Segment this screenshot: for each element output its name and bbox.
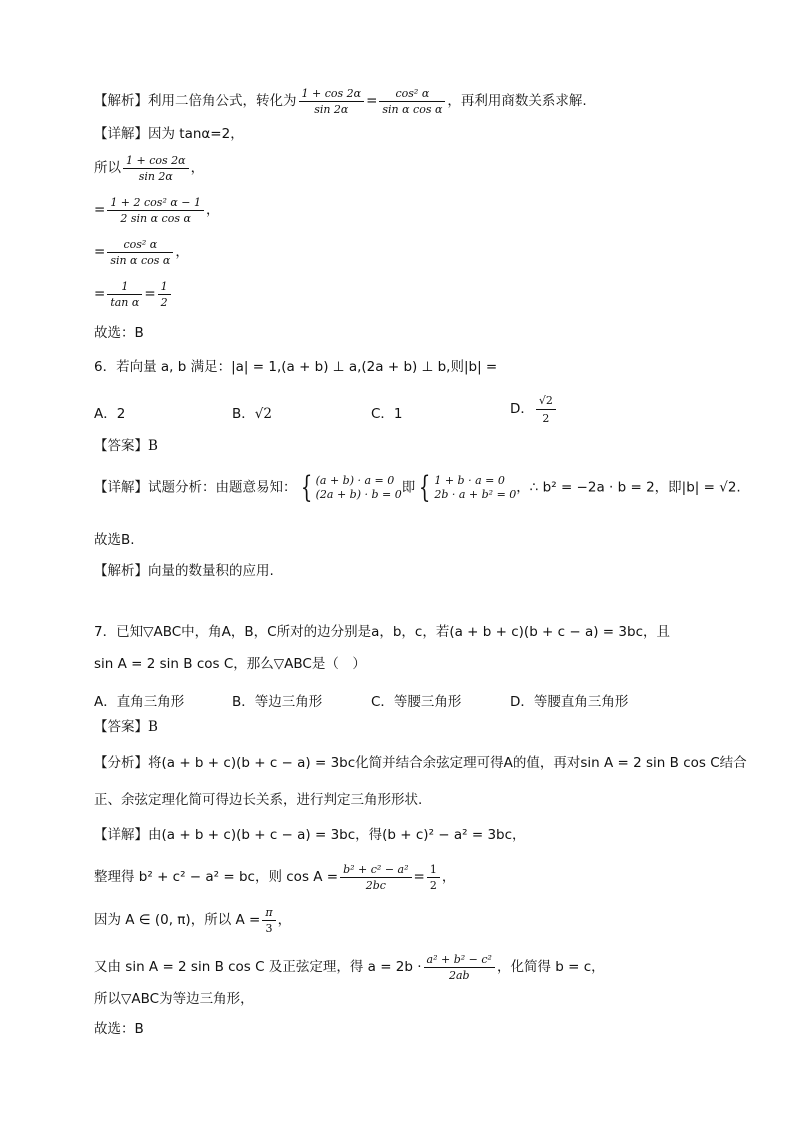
equals-sign: = [144, 286, 156, 302]
option-a [94, 690, 184, 710]
option-label: B． [232, 406, 255, 422]
analysis-line [94, 565, 274, 579]
detail-line [94, 829, 526, 843]
detail-text: 又由 sin A = 2 sin B cos C 及正弦定理，得 a = 2b · [94, 959, 422, 975]
equation-system [316, 474, 402, 502]
math-line [94, 907, 291, 934]
equals-sign: = [94, 202, 106, 218]
question-text: sin A = 2 sin B cos C，那么▽ABC是（ ） [94, 656, 366, 672]
analysis-text: 利用二倍角公式，转化为 [148, 93, 297, 109]
fraction-denominator: 2 [429, 879, 437, 892]
fraction-numerator: b² + c² − a² [340, 864, 411, 878]
option-b [232, 402, 272, 422]
conclusion-text: 所以▽ABC为等边三角形， [94, 991, 254, 1007]
analysis-text: 向量的数量积的应用. [148, 563, 274, 579]
fraction-numerator: √2 [536, 394, 556, 410]
equation-line: 2b · a + b² = 0 [434, 488, 517, 501]
fraction-numerator: cos² α [379, 88, 445, 102]
detail-text: 试题分析：由题意易知： [148, 479, 297, 496]
so-text: 所以 [94, 160, 121, 176]
fraction-numerator: cos² α [107, 239, 173, 253]
choice-text: 故选B. [94, 532, 135, 548]
detail-text: 因为 tanα=2， [148, 126, 244, 142]
fenxi-text: 正、余弦定理化简可得边长关系，进行判定三角形形状. [94, 792, 423, 808]
fraction [340, 864, 411, 891]
detail-line [94, 128, 244, 142]
question-stem [94, 626, 670, 640]
fraction [427, 864, 440, 891]
math-line [94, 155, 204, 182]
fraction [379, 88, 445, 115]
fraction [424, 954, 495, 981]
fraction [158, 281, 171, 308]
equals-sign: = [366, 93, 378, 109]
answer-line [94, 721, 158, 735]
fraction-numerator: 1 [107, 281, 142, 295]
fraction-numerator: 1 + 2 cos² α − 1 [107, 197, 204, 211]
detail-tag: 【详解】 [94, 479, 148, 496]
fraction-numerator: 1 [158, 281, 171, 295]
question-stem-continued [94, 658, 366, 672]
option-text: D．等腰直角三角形 [510, 694, 629, 710]
fenxi-text: 将(a + b + c)(b + c − a) = 3bc化简并结合余弦定理可得A的值，再对sin A = 2 sin B cos C结合 [148, 755, 747, 771]
option-value: √2 [254, 406, 272, 422]
analysis-tag: 【解析】 [94, 93, 148, 109]
choice-line [94, 1023, 144, 1037]
detail-text: 因为 A ∈ (0, π)，所以 A = [94, 912, 261, 928]
fraction [123, 155, 189, 182]
equation-line: (2a + b) · b = 0 [315, 488, 402, 501]
fraction-denominator: sin 2α [138, 170, 173, 183]
question-text: 6．若向量 a, b 满足：|a| = 1,(a + b) ⊥ a,(2a + b) ⊥ b,则|b| = [94, 359, 498, 375]
fraction-denominator: 3 [265, 922, 273, 935]
comma: ， [175, 244, 189, 260]
answer-tag: 【答案】 [94, 719, 148, 735]
detail-line [94, 470, 741, 505]
fraction-denominator: sin 2α [314, 103, 349, 116]
fraction-denominator: 2bc [365, 879, 386, 892]
equation-line: 1 + b · a = 0 [434, 474, 505, 487]
analysis-tag: 【解析】 [94, 563, 148, 579]
fraction-denominator: 2ab [448, 969, 470, 982]
choice-line [94, 534, 135, 548]
option-a [94, 402, 125, 422]
fraction-numerator: 1 [427, 864, 440, 878]
answer-line [94, 440, 158, 454]
option-text: C．等腰三角形 [371, 694, 462, 710]
question-text: 7．已知▽ABC中，角A，B，C所对的边分别是a，b，c，若(a + b + c)(b + c − a) = 3bc，且 [94, 624, 670, 640]
fraction-numerator: π [262, 907, 275, 921]
detail-text: 由(a + b + c)(b + c − a) = 3bc，得(b + c)² − a² = 3bc， [148, 827, 526, 843]
fenxi-tag: 【分析】 [94, 755, 148, 771]
fraction [262, 907, 275, 934]
option-text: A．2 [94, 406, 126, 422]
fraction-denominator: 2 [160, 296, 168, 309]
fraction-denominator: 2 [542, 412, 550, 425]
answer-tag: 【答案】 [94, 438, 148, 454]
fraction [107, 239, 173, 266]
math-line [94, 239, 189, 266]
equation-line: (a + b) · a = 0 [315, 474, 395, 487]
fraction [107, 281, 142, 308]
analysis-line [94, 88, 587, 115]
math-line [94, 281, 173, 308]
left-brace: { [300, 470, 312, 505]
option-text: B．等边三角形 [232, 694, 323, 710]
choice-line [94, 327, 144, 341]
option-c [371, 402, 403, 422]
fraction-denominator: tan α [110, 296, 140, 309]
choice-text: 故选：B [94, 325, 144, 341]
fraction-denominator: 2 sin α cos α [120, 212, 191, 225]
option-d [510, 394, 558, 425]
fraction [536, 394, 556, 425]
equals-sign: = [413, 869, 425, 885]
fraction [107, 197, 204, 224]
fraction-denominator: sin α cos α [110, 254, 171, 267]
math-line [94, 197, 220, 224]
fraction [299, 88, 365, 115]
fraction-numerator: 1 + cos 2α [299, 88, 365, 102]
question-stem [94, 361, 497, 375]
answer-value: B [148, 719, 158, 735]
detail-text: 整理得 b² + c² − a² = bc，则 cos A = [94, 869, 339, 885]
detail-tag: 【详解】 [94, 126, 148, 142]
option-b [232, 690, 322, 710]
result-text: ，∴ b² = −2a · b = 2，即|b| = √2. [516, 479, 741, 496]
fenxi-line [94, 757, 747, 771]
option-d [510, 690, 628, 710]
answer-value: B [148, 438, 158, 454]
detail-tag: 【详解】 [94, 827, 148, 843]
conclusion-line [94, 993, 254, 1007]
fenxi-line-continued [94, 794, 422, 808]
fraction-numerator: a² + b² − c² [424, 954, 495, 968]
analysis-text: ，再利用商数关系求解. [447, 93, 587, 109]
left-brace: { [419, 470, 431, 505]
equals-sign: = [94, 286, 106, 302]
comma: ， [190, 160, 205, 176]
math-line [94, 864, 455, 891]
comma: ， [277, 912, 292, 928]
choice-text: 故选：B [94, 1021, 144, 1037]
option-text: C．1 [371, 406, 403, 422]
option-c [371, 690, 461, 710]
math-line [94, 954, 605, 981]
comma: ， [206, 202, 220, 218]
option-label: D． [510, 401, 534, 417]
mid-text: 即 [401, 479, 416, 496]
equation-system [434, 474, 516, 502]
fraction-denominator: sin α cos α [382, 103, 443, 116]
equals-sign: = [94, 244, 106, 260]
comma: ， [441, 869, 456, 885]
detail-text: ，化简得 b = c， [496, 959, 605, 975]
fraction-numerator: 1 + cos 2α [123, 155, 189, 169]
option-text: A．直角三角形 [94, 694, 185, 710]
